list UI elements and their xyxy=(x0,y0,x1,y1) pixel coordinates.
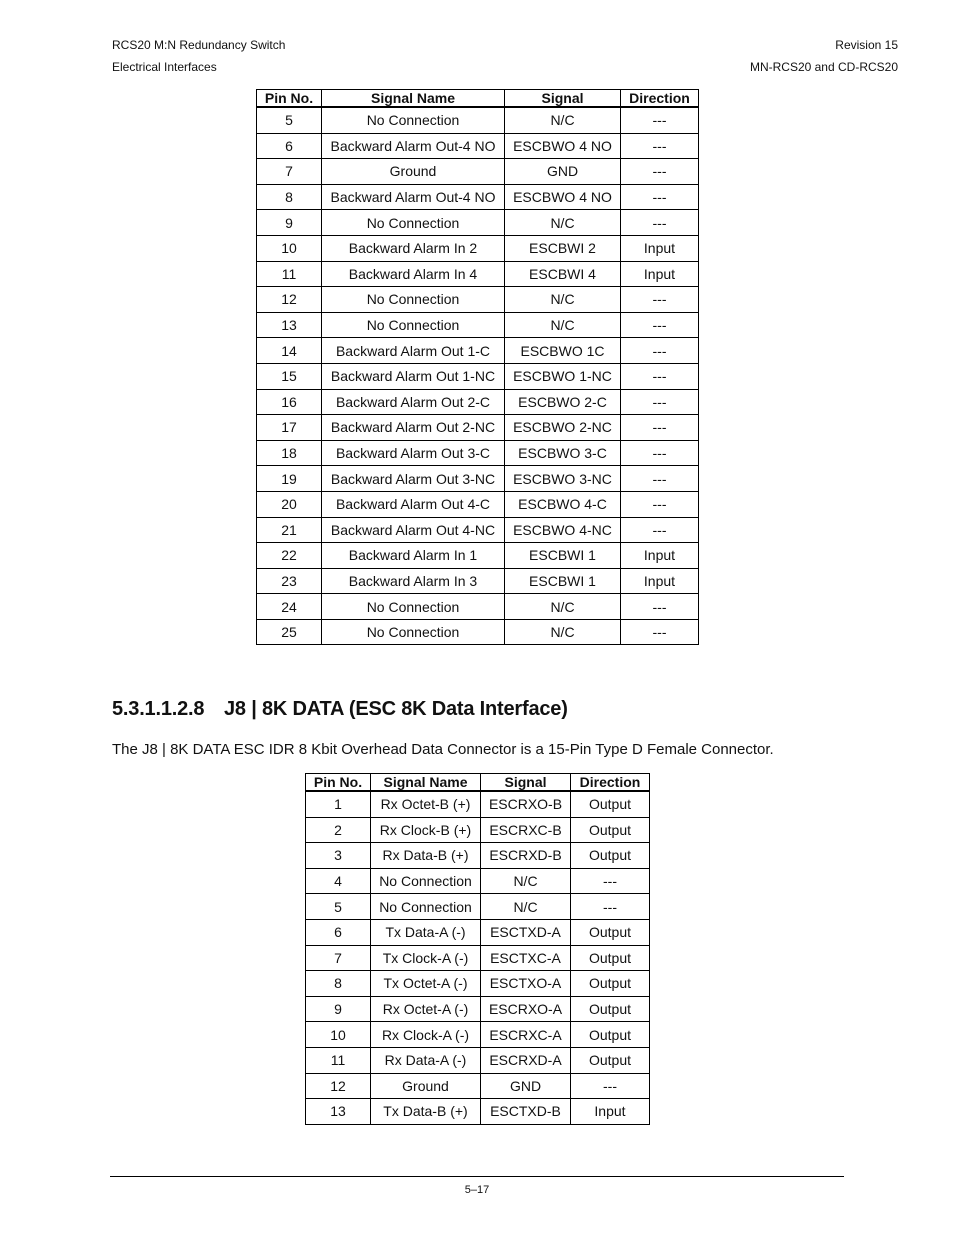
column-header-signal: Signal xyxy=(481,774,571,792)
cell-direction: --- xyxy=(621,210,699,236)
cell-signal: N/C xyxy=(481,894,571,920)
column-header-pin: Pin No. xyxy=(257,90,322,108)
cell-direction: --- xyxy=(571,1073,650,1099)
table-row xyxy=(306,817,650,843)
header-document-title: RCS20 M:N Redundancy Switch xyxy=(112,38,286,52)
table-row xyxy=(257,363,699,389)
cell-direction: --- xyxy=(621,184,699,210)
cell-direction: Output xyxy=(571,996,650,1022)
table-header-row xyxy=(257,90,699,108)
cell-direction: --- xyxy=(621,159,699,185)
table-row xyxy=(306,1073,650,1099)
table-row xyxy=(306,919,650,945)
cell-pin-number: 12 xyxy=(306,1073,371,1099)
table-row xyxy=(257,389,699,415)
table-row xyxy=(306,996,650,1022)
cell-pin-number: 13 xyxy=(306,1099,371,1125)
cell-signal: ESCRXC-B xyxy=(481,817,571,843)
cell-pin-number: 11 xyxy=(257,261,322,287)
cell-signal-name: Rx Data-A (-) xyxy=(371,1047,481,1073)
table-row xyxy=(257,210,699,236)
cell-signal-name: Rx Octet-A (-) xyxy=(371,996,481,1022)
cell-direction: --- xyxy=(621,517,699,543)
cell-signal-name: Backward Alarm Out 4-NC xyxy=(322,517,505,543)
table-row xyxy=(257,466,699,492)
cell-signal-name: Ground xyxy=(322,159,505,185)
cell-signal-name: Rx Octet-B (+) xyxy=(371,791,481,817)
cell-signal-name: Backward Alarm Out 3-C xyxy=(322,440,505,466)
table-row xyxy=(306,1047,650,1073)
cell-signal: N/C xyxy=(505,594,621,620)
cell-pin-number: 8 xyxy=(257,184,322,210)
cell-signal: ESCBWO 4 NO xyxy=(505,184,621,210)
cell-signal: ESCBWO 4-C xyxy=(505,491,621,517)
cell-signal-name: Backward Alarm Out-4 NO xyxy=(322,133,505,159)
pin-table-body xyxy=(306,791,650,1124)
table-row xyxy=(306,868,650,894)
cell-direction: --- xyxy=(621,491,699,517)
cell-pin-number: 20 xyxy=(257,491,322,517)
column-header-direction: Direction xyxy=(621,90,699,108)
cell-signal-name: No Connection xyxy=(322,594,505,620)
cell-signal-name: Rx Clock-A (-) xyxy=(371,1022,481,1048)
table-row xyxy=(306,791,650,817)
cell-signal: GND xyxy=(481,1073,571,1099)
cell-direction: --- xyxy=(621,287,699,313)
table-row xyxy=(257,287,699,313)
section-number: 5.3.1.1.2.8 xyxy=(112,698,205,720)
cell-signal: ESCTXD-A xyxy=(481,919,571,945)
table-row xyxy=(306,1022,650,1048)
cell-signal-name: Backward Alarm In 2 xyxy=(322,235,505,261)
cell-direction: Output xyxy=(571,1022,650,1048)
cell-signal: ESCBWI 4 xyxy=(505,261,621,287)
table-row xyxy=(257,415,699,441)
pin-table-continued xyxy=(256,89,699,645)
cell-pin-number: 4 xyxy=(306,868,371,894)
cell-pin-number: 9 xyxy=(257,210,322,236)
table-row xyxy=(257,594,699,620)
cell-pin-number: 21 xyxy=(257,517,322,543)
cell-signal: ESCTXD-B xyxy=(481,1099,571,1125)
section-intro-paragraph: The J8 | 8K DATA ESC IDR 8 Kbit Overhead Data Connector is a 15-Pin Type D Female Connector. xyxy=(112,741,774,758)
header-chapter-title: Electrical Interfaces xyxy=(112,60,217,74)
cell-signal: N/C xyxy=(505,619,621,645)
cell-direction: --- xyxy=(621,107,699,133)
cell-direction: --- xyxy=(571,868,650,894)
cell-direction: Output xyxy=(571,791,650,817)
table-row xyxy=(257,159,699,185)
cell-direction: --- xyxy=(621,466,699,492)
cell-pin-number: 24 xyxy=(257,594,322,620)
cell-direction: Input xyxy=(621,543,699,569)
section-heading xyxy=(112,698,568,721)
pin-table-body xyxy=(257,107,699,645)
table-row xyxy=(306,894,650,920)
cell-signal-name: Backward Alarm Out 3-NC xyxy=(322,466,505,492)
table-row xyxy=(257,517,699,543)
cell-direction: Input xyxy=(621,261,699,287)
cell-pin-number: 14 xyxy=(257,338,322,364)
cell-direction: Output xyxy=(571,1047,650,1073)
cell-signal: ESCBWO 2-NC xyxy=(505,415,621,441)
cell-signal: N/C xyxy=(505,287,621,313)
cell-signal-name: Backward Alarm Out 2-NC xyxy=(322,415,505,441)
cell-pin-number: 5 xyxy=(306,894,371,920)
table-row xyxy=(257,184,699,210)
cell-pin-number: 16 xyxy=(257,389,322,415)
cell-direction: --- xyxy=(621,312,699,338)
cell-direction: --- xyxy=(571,894,650,920)
cell-direction: --- xyxy=(621,363,699,389)
cell-direction: Output xyxy=(571,919,650,945)
cell-signal: ESCBWI 1 xyxy=(505,543,621,569)
cell-signal: ESCRXO-B xyxy=(481,791,571,817)
table-row xyxy=(257,543,699,569)
cell-direction: Input xyxy=(571,1099,650,1125)
cell-signal: ESCBWI 2 xyxy=(505,235,621,261)
cell-direction: --- xyxy=(621,415,699,441)
footer-divider xyxy=(110,1176,844,1177)
cell-pin-number: 25 xyxy=(257,619,322,645)
table-row xyxy=(257,261,699,287)
cell-signal-name: Backward Alarm Out 1-C xyxy=(322,338,505,364)
table-row xyxy=(257,312,699,338)
page-number: 5–17 xyxy=(464,1184,490,1196)
cell-signal: ESCBWO 1C xyxy=(505,338,621,364)
table-row xyxy=(257,235,699,261)
section-title: J8 | 8K DATA (ESC 8K Data Interface) xyxy=(224,698,568,720)
cell-signal: ESCRXD-B xyxy=(481,843,571,869)
cell-direction: --- xyxy=(621,338,699,364)
j8-pin-table xyxy=(305,773,650,1125)
cell-signal-name: No Connection xyxy=(322,107,505,133)
cell-signal: ESCRXD-A xyxy=(481,1047,571,1073)
cell-signal-name: No Connection xyxy=(322,287,505,313)
cell-signal-name: Backward Alarm Out 4-C xyxy=(322,491,505,517)
cell-direction: Input xyxy=(621,235,699,261)
cell-pin-number: 6 xyxy=(306,919,371,945)
cell-signal-name: Backward Alarm Out-4 NO xyxy=(322,184,505,210)
cell-signal-name: Backward Alarm In 3 xyxy=(322,568,505,594)
cell-signal-name: No Connection xyxy=(322,312,505,338)
cell-signal-name: Tx Data-B (+) xyxy=(371,1099,481,1125)
cell-direction: --- xyxy=(621,389,699,415)
cell-signal: ESCBWI 1 xyxy=(505,568,621,594)
cell-signal-name: Tx Clock-A (-) xyxy=(371,945,481,971)
cell-signal-name: Rx Data-B (+) xyxy=(371,843,481,869)
cell-signal-name: Tx Data-A (-) xyxy=(371,919,481,945)
cell-pin-number: 5 xyxy=(257,107,322,133)
table-row xyxy=(257,440,699,466)
header-revision: Revision 15 xyxy=(835,38,898,52)
cell-signal: GND xyxy=(505,159,621,185)
cell-direction: --- xyxy=(621,133,699,159)
cell-signal: ESCTXO-A xyxy=(481,971,571,997)
cell-pin-number: 8 xyxy=(306,971,371,997)
cell-signal-name: Tx Octet-A (-) xyxy=(371,971,481,997)
cell-direction: --- xyxy=(621,594,699,620)
cell-signal: N/C xyxy=(505,107,621,133)
cell-pin-number: 22 xyxy=(257,543,322,569)
cell-pin-number: 3 xyxy=(306,843,371,869)
cell-direction: Output xyxy=(571,817,650,843)
cell-signal-name: Rx Clock-B (+) xyxy=(371,817,481,843)
cell-signal-name: Backward Alarm Out 2-C xyxy=(322,389,505,415)
cell-direction: Output xyxy=(571,843,650,869)
column-header-direction: Direction xyxy=(571,774,650,792)
cell-signal-name: No Connection xyxy=(322,210,505,236)
cell-pin-number: 11 xyxy=(306,1047,371,1073)
cell-signal: ESCTXC-A xyxy=(481,945,571,971)
cell-pin-number: 10 xyxy=(257,235,322,261)
table-row xyxy=(257,338,699,364)
cell-pin-number: 7 xyxy=(257,159,322,185)
cell-pin-number: 19 xyxy=(257,466,322,492)
cell-signal: N/C xyxy=(505,210,621,236)
cell-pin-number: 17 xyxy=(257,415,322,441)
cell-pin-number: 15 xyxy=(257,363,322,389)
table-row xyxy=(257,133,699,159)
cell-pin-number: 2 xyxy=(306,817,371,843)
cell-signal-name: Ground xyxy=(371,1073,481,1099)
cell-direction: Output xyxy=(571,945,650,971)
table-header-row xyxy=(306,774,650,792)
table-row xyxy=(306,971,650,997)
column-header-pin: Pin No. xyxy=(306,774,371,792)
cell-pin-number: 7 xyxy=(306,945,371,971)
cell-signal: ESCBWO 4-NC xyxy=(505,517,621,543)
table-row xyxy=(257,568,699,594)
table-row xyxy=(257,107,699,133)
cell-signal: ESCBWO 1-NC xyxy=(505,363,621,389)
cell-signal: ESCRXO-A xyxy=(481,996,571,1022)
cell-pin-number: 18 xyxy=(257,440,322,466)
column-header-signal: Signal xyxy=(505,90,621,108)
cell-pin-number: 6 xyxy=(257,133,322,159)
cell-signal-name: No Connection xyxy=(371,894,481,920)
cell-signal-name: No Connection xyxy=(371,868,481,894)
cell-signal: ESCBWO 3-C xyxy=(505,440,621,466)
cell-pin-number: 23 xyxy=(257,568,322,594)
cell-signal: ESCBWO 2-C xyxy=(505,389,621,415)
cell-signal: N/C xyxy=(481,868,571,894)
cell-signal-name: Backward Alarm In 1 xyxy=(322,543,505,569)
header-document-number: MN-RCS20 and CD-RCS20 xyxy=(749,60,898,74)
cell-signal: ESCBWO 3-NC xyxy=(505,466,621,492)
column-header-signal-name: Signal Name xyxy=(371,774,481,792)
cell-signal-name: Backward Alarm In 4 xyxy=(322,261,505,287)
cell-pin-number: 12 xyxy=(257,287,322,313)
cell-direction: --- xyxy=(621,440,699,466)
cell-direction: Input xyxy=(621,568,699,594)
cell-signal: ESCRXC-A xyxy=(481,1022,571,1048)
cell-pin-number: 1 xyxy=(306,791,371,817)
table-row xyxy=(306,945,650,971)
cell-direction: --- xyxy=(621,619,699,645)
cell-pin-number: 10 xyxy=(306,1022,371,1048)
table-row xyxy=(306,1099,650,1125)
table-row xyxy=(257,619,699,645)
cell-signal: N/C xyxy=(505,312,621,338)
cell-signal: ESCBWO 4 NO xyxy=(505,133,621,159)
cell-pin-number: 9 xyxy=(306,996,371,1022)
cell-signal-name: Backward Alarm Out 1-NC xyxy=(322,363,505,389)
cell-signal-name: No Connection xyxy=(322,619,505,645)
cell-pin-number: 13 xyxy=(257,312,322,338)
cell-direction: Output xyxy=(571,971,650,997)
column-header-signal-name: Signal Name xyxy=(322,90,505,108)
table-row xyxy=(257,491,699,517)
table-row xyxy=(306,843,650,869)
